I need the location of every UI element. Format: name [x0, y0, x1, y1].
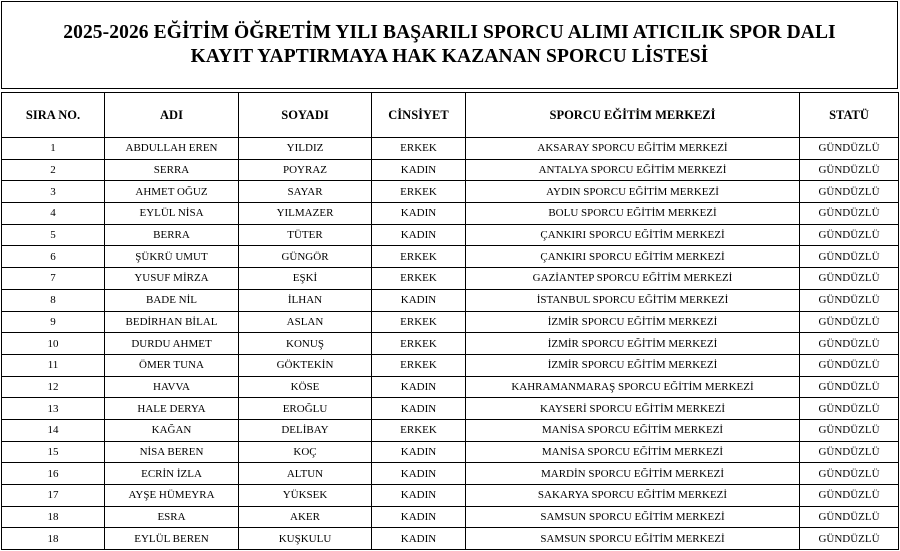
title-box — [1, 1, 898, 89]
cell-statu: GÜNDÜZLÜ — [800, 224, 899, 246]
cell-statu: GÜNDÜZLÜ — [800, 398, 899, 420]
cell-adi: KAĞAN — [105, 419, 239, 441]
header-merkez: SPORCU EĞİTİM MERKEZİ — [466, 93, 800, 138]
cell-merkez: SAKARYA SPORCU EĞİTİM MERKEZİ — [466, 485, 800, 507]
cell-statu: GÜNDÜZLÜ — [800, 246, 899, 268]
cell-merkez: ÇANKIRI SPORCU EĞİTİM MERKEZİ — [466, 246, 800, 268]
cell-adi: NİSA BEREN — [105, 441, 239, 463]
cell-soyadi: POYRAZ — [239, 159, 372, 181]
cell-merkez: KAHRAMANMARAŞ SPORCU EĞİTİM MERKEZİ — [466, 376, 800, 398]
cell-merkez: İSTANBUL SPORCU EĞİTİM MERKEZİ — [466, 289, 800, 311]
cell-merkez: AKSARAY SPORCU EĞİTİM MERKEZİ — [466, 138, 800, 160]
cell-merkez: MANİSA SPORCU EĞİTİM MERKEZİ — [466, 441, 800, 463]
cell-merkez: BOLU SPORCU EĞİTİM MERKEZİ — [466, 203, 800, 225]
cell-adi: ECRİN İZLA — [105, 463, 239, 485]
cell-sira-no: 12 — [2, 376, 105, 398]
cell-statu: GÜNDÜZLÜ — [800, 268, 899, 290]
cell-sira-no: 11 — [2, 354, 105, 376]
cell-merkez: ANTALYA SPORCU EĞİTİM MERKEZİ — [466, 159, 800, 181]
cell-statu: GÜNDÜZLÜ — [800, 333, 899, 355]
cell-adi: BADE NİL — [105, 289, 239, 311]
table-row — [2, 506, 899, 528]
cell-adi: ESRA — [105, 506, 239, 528]
table-body — [2, 138, 899, 550]
cell-sira-no: 14 — [2, 419, 105, 441]
cell-merkez: KAYSERİ SPORCU EĞİTİM MERKEZİ — [466, 398, 800, 420]
cell-sira-no: 17 — [2, 485, 105, 507]
cell-merkez: GAZİANTEP SPORCU EĞİTİM MERKEZİ — [466, 268, 800, 290]
cell-adi: BEDİRHAN BİLAL — [105, 311, 239, 333]
cell-merkez: SAMSUN SPORCU EĞİTİM MERKEZİ — [466, 506, 800, 528]
title-line-2: KAYIT YAPTIRMAYA HAK KAZANAN SPORCU LİSTESİ — [190, 46, 709, 67]
cell-adi: HALE DERYA — [105, 398, 239, 420]
cell-soyadi: GÖKTEKİN — [239, 354, 372, 376]
cell-adi: ÖMER TUNA — [105, 354, 239, 376]
cell-adi: AHMET OĞUZ — [105, 181, 239, 203]
cell-soyadi: ASLAN — [239, 311, 372, 333]
cell-cinsiyet: KADIN — [372, 224, 466, 246]
cell-cinsiyet: ERKEK — [372, 181, 466, 203]
cell-sira-no: 2 — [2, 159, 105, 181]
cell-sira-no: 10 — [2, 333, 105, 355]
cell-cinsiyet: KADIN — [372, 376, 466, 398]
cell-cinsiyet: KADIN — [372, 506, 466, 528]
cell-adi: EYLÜL NİSA — [105, 203, 239, 225]
cell-adi: DURDU AHMET — [105, 333, 239, 355]
cell-statu: GÜNDÜZLÜ — [800, 419, 899, 441]
cell-cinsiyet: KADIN — [372, 441, 466, 463]
cell-soyadi: EROĞLU — [239, 398, 372, 420]
cell-cinsiyet: KADIN — [372, 485, 466, 507]
cell-adi: YUSUF MİRZA — [105, 268, 239, 290]
cell-adi: AYŞE HÜMEYRA — [105, 485, 239, 507]
cell-sira-no: 15 — [2, 441, 105, 463]
table-row — [2, 159, 899, 181]
cell-adi: ŞÜKRÜ UMUT — [105, 246, 239, 268]
table-row — [2, 419, 899, 441]
cell-soyadi: EŞKİ — [239, 268, 372, 290]
cell-soyadi: YILMAZER — [239, 203, 372, 225]
cell-soyadi: İLHAN — [239, 289, 372, 311]
cell-merkez: MARDİN SPORCU EĞİTİM MERKEZİ — [466, 463, 800, 485]
table-row — [2, 528, 899, 550]
cell-soyadi: KONUŞ — [239, 333, 372, 355]
cell-soyadi: TÜTER — [239, 224, 372, 246]
cell-merkez: ÇANKIRI SPORCU EĞİTİM MERKEZİ — [466, 224, 800, 246]
cell-soyadi: YILDIZ — [239, 138, 372, 160]
cell-statu: GÜNDÜZLÜ — [800, 311, 899, 333]
cell-sira-no: 5 — [2, 224, 105, 246]
table-row — [2, 485, 899, 507]
cell-statu: GÜNDÜZLÜ — [800, 506, 899, 528]
cell-cinsiyet: KADIN — [372, 398, 466, 420]
cell-cinsiyet: ERKEK — [372, 246, 466, 268]
table-row — [2, 376, 899, 398]
cell-cinsiyet: KADIN — [372, 289, 466, 311]
table-row — [2, 311, 899, 333]
table-row — [2, 224, 899, 246]
title-line-1: 2025-2026 EĞİTİM ÖĞRETİM YILI BAŞARILI SPORCU ALIMI ATICILIK SPOR DALI — [63, 22, 836, 43]
cell-cinsiyet: ERKEK — [372, 311, 466, 333]
cell-statu: GÜNDÜZLÜ — [800, 159, 899, 181]
cell-soyadi: ALTUN — [239, 463, 372, 485]
cell-statu: GÜNDÜZLÜ — [800, 203, 899, 225]
table-row — [2, 203, 899, 225]
cell-cinsiyet: KADIN — [372, 463, 466, 485]
table-row — [2, 138, 899, 160]
athlete-table — [1, 92, 899, 550]
table-row — [2, 246, 899, 268]
cell-cinsiyet: ERKEK — [372, 333, 466, 355]
cell-cinsiyet: KADIN — [372, 528, 466, 550]
cell-cinsiyet: ERKEK — [372, 419, 466, 441]
header-soyadi: SOYADI — [239, 93, 372, 138]
cell-sira-no: 6 — [2, 246, 105, 268]
table-row — [2, 268, 899, 290]
cell-statu: GÜNDÜZLÜ — [800, 354, 899, 376]
cell-statu: GÜNDÜZLÜ — [800, 376, 899, 398]
table-row — [2, 333, 899, 355]
cell-sira-no: 3 — [2, 181, 105, 203]
cell-adi: SERRA — [105, 159, 239, 181]
table-row — [2, 398, 899, 420]
cell-soyadi: KOÇ — [239, 441, 372, 463]
cell-merkez: İZMİR SPORCU EĞİTİM MERKEZİ — [466, 354, 800, 376]
cell-cinsiyet: KADIN — [372, 159, 466, 181]
table-row — [2, 181, 899, 203]
cell-sira-no: 7 — [2, 268, 105, 290]
cell-merkez: İZMİR SPORCU EĞİTİM MERKEZİ — [466, 311, 800, 333]
cell-soyadi: KÖSE — [239, 376, 372, 398]
cell-statu: GÜNDÜZLÜ — [800, 289, 899, 311]
cell-statu: GÜNDÜZLÜ — [800, 485, 899, 507]
cell-statu: GÜNDÜZLÜ — [800, 441, 899, 463]
cell-merkez: MANİSA SPORCU EĞİTİM MERKEZİ — [466, 419, 800, 441]
cell-sira-no: 18 — [2, 528, 105, 550]
cell-soyadi: DELİBAY — [239, 419, 372, 441]
cell-merkez: AYDIN SPORCU EĞİTİM MERKEZİ — [466, 181, 800, 203]
table-row — [2, 289, 899, 311]
cell-adi: HAVVA — [105, 376, 239, 398]
cell-soyadi: GÜNGÖR — [239, 246, 372, 268]
cell-sira-no: 18 — [2, 506, 105, 528]
cell-statu: GÜNDÜZLÜ — [800, 528, 899, 550]
cell-soyadi: YÜKSEK — [239, 485, 372, 507]
cell-soyadi: SAYAR — [239, 181, 372, 203]
header-adi: ADI — [105, 93, 239, 138]
cell-statu: GÜNDÜZLÜ — [800, 138, 899, 160]
cell-statu: GÜNDÜZLÜ — [800, 463, 899, 485]
cell-cinsiyet: KADIN — [372, 203, 466, 225]
cell-sira-no: 9 — [2, 311, 105, 333]
cell-merkez: SAMSUN SPORCU EĞİTİM MERKEZİ — [466, 528, 800, 550]
header-row — [2, 93, 899, 138]
cell-sira-no: 13 — [2, 398, 105, 420]
table-row — [2, 354, 899, 376]
cell-cinsiyet: ERKEK — [372, 268, 466, 290]
cell-sira-no: 16 — [2, 463, 105, 485]
header-statu: STATÜ — [800, 93, 899, 138]
cell-adi: ABDULLAH EREN — [105, 138, 239, 160]
cell-adi: BERRA — [105, 224, 239, 246]
header-cinsiyet: CİNSİYET — [372, 93, 466, 138]
cell-merkez: İZMİR SPORCU EĞİTİM MERKEZİ — [466, 333, 800, 355]
cell-statu: GÜNDÜZLÜ — [800, 181, 899, 203]
cell-soyadi: KUŞKULU — [239, 528, 372, 550]
cell-sira-no: 1 — [2, 138, 105, 160]
table-row — [2, 463, 899, 485]
cell-sira-no: 4 — [2, 203, 105, 225]
cell-adi: EYLÜL BEREN — [105, 528, 239, 550]
header-sira-no: SIRA NO. — [2, 93, 105, 138]
table-row — [2, 441, 899, 463]
cell-soyadi: AKER — [239, 506, 372, 528]
cell-sira-no: 8 — [2, 289, 105, 311]
cell-cinsiyet: ERKEK — [372, 138, 466, 160]
cell-cinsiyet: ERKEK — [372, 354, 466, 376]
